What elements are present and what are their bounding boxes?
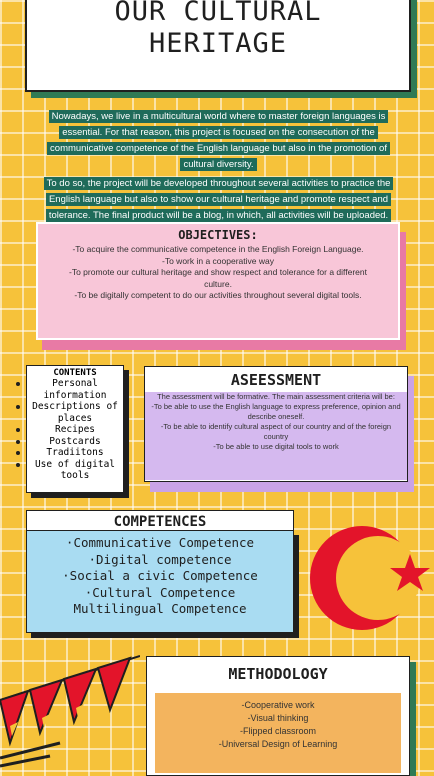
competences-heading: COMPETENCES bbox=[113, 514, 207, 530]
bullet-icon bbox=[16, 463, 20, 467]
title-line-2: HERITAGE bbox=[148, 28, 288, 59]
competences-box bbox=[26, 530, 294, 633]
bunting-decoration-icon bbox=[0, 648, 140, 768]
title-line-1: OUR CULTURAL bbox=[114, 0, 322, 27]
assessment-item: -To be able to use digital tools to work bbox=[213, 442, 339, 451]
objective-item: -To work in a cooperative way bbox=[162, 255, 274, 266]
list-item: Use of digital tools bbox=[27, 459, 123, 482]
list-item: Postcards bbox=[27, 436, 123, 448]
list-item: Recipes bbox=[27, 424, 123, 436]
objectives-heading: OBJECTIVES: bbox=[178, 228, 258, 242]
objective-item: -To promote our cultural heritage and show respect and tolerance for a different culture. bbox=[69, 267, 367, 289]
assessment-item: -To be able to use the English language to express preference, opinion and describe oneself. bbox=[151, 402, 401, 421]
methodology-item: -Flipped classroom bbox=[239, 726, 317, 736]
bullet-icon bbox=[16, 428, 20, 432]
objectives-box bbox=[36, 222, 400, 340]
assessment-heading: ASEESSMENT bbox=[230, 371, 322, 389]
crescent-star-icon bbox=[300, 510, 434, 650]
bullet-icon bbox=[16, 451, 20, 455]
assessment-item: The assessment will be formative. The main assessment criteria will be: bbox=[157, 392, 395, 401]
competence-item: ·Communicative Competence bbox=[65, 535, 255, 550]
bullet-icon bbox=[16, 440, 20, 444]
objective-item: -To be digitally competent to do our activities throughout several digital tools. bbox=[74, 290, 362, 300]
list-item: Personal information bbox=[27, 378, 123, 401]
contents-heading: CONTENTS bbox=[53, 368, 97, 378]
title-box bbox=[25, 0, 411, 92]
intro-text bbox=[36, 108, 401, 226]
list-item: Tradiitons bbox=[27, 447, 123, 459]
contents-box bbox=[26, 365, 124, 493]
competence-item: Multilingual Competence bbox=[73, 601, 247, 616]
methodology-item: -Cooperative work bbox=[241, 700, 315, 710]
competences-header bbox=[26, 510, 294, 532]
intro-paragraph-2: To do so, the project will be developed throughout several activities to practice the English language but also to show our cultural heritage and promote respect and tolerance. The final product will be a blog, in which, all activities will be uploaded. bbox=[44, 177, 394, 222]
competence-item: ·Digital competence bbox=[88, 551, 232, 567]
methodology-heading: METHODOLOGY bbox=[228, 665, 328, 683]
methodology-box bbox=[146, 656, 410, 776]
methodology-body bbox=[155, 693, 401, 773]
assessment-box bbox=[144, 366, 408, 482]
competence-item: ·Cultural Competence bbox=[84, 584, 236, 600]
bullet-icon bbox=[16, 382, 20, 386]
assessment-body bbox=[145, 392, 407, 480]
objective-item: -To acquire the communicative competence in the English Foreign Language. bbox=[72, 244, 364, 254]
bullet-icon bbox=[16, 405, 20, 409]
methodology-item: -Visual thinking bbox=[247, 713, 309, 723]
contents-list bbox=[27, 378, 123, 482]
competence-item: ·Social a civic Competence bbox=[62, 568, 258, 583]
intro-paragraph-1: Nowadays, we live in a multicultural world where to master foreign languages is essential. For that reason, this project is focused on the consecution of the communicative competence of the English language but also in the promotion of cultural diversity. bbox=[47, 110, 390, 171]
assessment-item: -To be able to identify cultural aspect of our country and of the foreign country bbox=[160, 422, 392, 441]
list-item: Descriptions of places bbox=[27, 401, 123, 424]
methodology-item: -Universal Design of Learning bbox=[218, 739, 338, 749]
